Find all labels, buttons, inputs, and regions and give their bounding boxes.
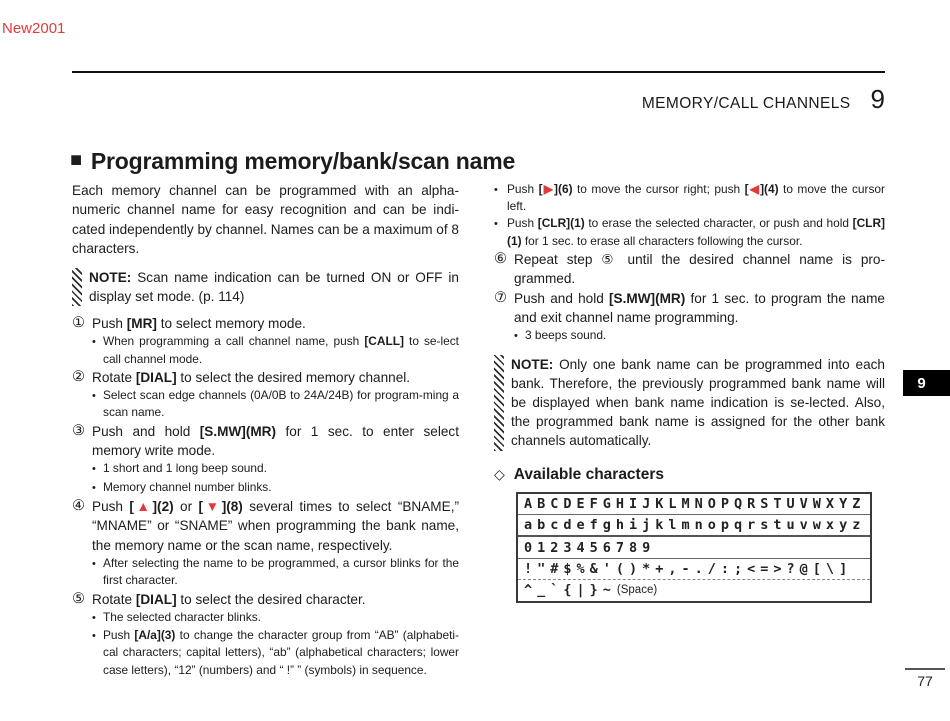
char-row-symbols-2-chars: ^_`{|}~ [524,582,616,599]
diamond-bullet-icon: ◇ [494,466,505,483]
step-2 [72,368,459,422]
step-3-text: Push and hold [S.MW](MR) for 1 sec. to enter select memory write mode. [92,423,459,459]
available-characters-title: Available characters [513,465,664,483]
chapter-header [642,84,885,115]
bullet-dot: • [92,630,96,643]
step-4-text: Push [▲](2) or [▼](8) several times to select “BNAME,” “MNAME” or “SNAME” when programming the bank name, the memory name or the scan name, respectively. [92,498,459,553]
step-5-bullet-4: • Push [CLR](1) to erase the selected character, or push and hold [CLR](1) for 1 sec. to erase all characters following the cursor. [494,215,885,249]
character-table [516,492,872,603]
chapter-title: MEMORY/CALL CHANNELS [641,95,851,112]
char-row-symbols-1: !"#$%&'()*+,-./:;<=>?@[\] [518,558,870,579]
bullet-dot: • [92,558,96,571]
section-title-text: Programming memory/bank/scan name [90,148,516,174]
char-row-uppercase: ABCDEFGHIJKLMNOPQRSTUVWXYZ [524,495,866,512]
hatch-bar-icon [72,268,82,306]
step-5-text: Rotate [DIAL] to select the desired character. [92,591,366,607]
step-1-text: Push [MR] to select memory mode. [92,316,306,332]
bullet-dot: • [494,218,498,231]
available-characters-heading [494,466,885,484]
bullet-dot: • [92,336,96,349]
hatch-bar-icon [494,355,504,451]
intro-paragraph: Each memory channel can be programmed with an alpha-numeric channel name for easy recognition and can be indi-cated independently by channel. Names can be a maximum of 8 characters. [72,183,459,257]
note-block-2 [494,355,885,451]
chapter-number: 9 [870,84,885,114]
step-6-number: ⑥ [494,250,507,267]
page-number: 77 [905,668,945,689]
step-4 [72,497,459,590]
step-4-bullet-1: • After selecting the name to be programmed, a cursor blinks for the first character. [92,555,459,589]
char-row-numbers: 0123456789 [518,535,870,557]
step-7-bullet-1: • 3 beeps sound. [514,327,885,345]
step-7-text: Push and hold [S.MW](MR) for 1 sec. to program the name and exit channel name programming. [514,290,885,326]
note-1-text: NOTE: Scan name indication can be turned ON or OFF in display set mode. (p. 114) [89,269,459,304]
step-7 [494,289,885,346]
bullet-dot: • [514,330,518,343]
header-rule [72,71,885,73]
step-3-bullet-2: • Memory channel number blinks. [92,479,459,497]
step-7-number: ⑦ [494,289,507,306]
right-column [494,181,885,603]
bullet-dot: • [92,390,96,403]
step-5-bullet-2: • Push [A/a](3) to change the character group from “AB” (alphabeti-cal characters; capital letters), “ab” (alphabetical characters; lower case letters), “12” (numbers) and “ !” ” (symbols) in sequence. [92,627,459,679]
step-5-bullet-1: • The selected character blinks. [92,609,459,627]
step-2-number: ② [72,368,85,385]
step-2-bullet-1: • Select scan edge channels (0A/0B to 24A/24B) for program-ming a scan name. [92,387,459,421]
space-label: (Space) [616,584,658,597]
step-5-number: ⑤ [72,590,85,607]
step-6 [494,250,885,289]
step-4-number: ④ [72,497,85,514]
note-block-1 [72,268,459,306]
step-5 [72,590,459,679]
step-1-bullet-1: • When programming a call channel name, push [CALL] to se-lect call channel mode. [92,333,459,367]
step-5-bullet-3: • Push [▶](6) to move the cursor right; push [◀](4) to move the cursor left. [494,181,885,215]
char-row-lowercase: abcdefghijklmnopqrstuvwxyz [518,514,870,535]
char-row-symbols-2 [518,579,870,600]
step-3 [72,422,459,497]
step-2-text: Rotate [DIAL] to select the desired memory channel. [92,369,411,385]
bullet-dot: • [92,463,96,476]
chapter-side-tab: 9 [903,370,950,396]
bullet-dot: • [92,611,96,624]
step-1-number: ① [72,315,85,332]
step-1 [72,314,459,368]
step-6-text: Repeat step ⑤ until the desired channel name is pro-grammed. [514,251,885,287]
bullet-dot: • [92,481,96,494]
step-3-bullet-1: • 1 short and 1 long beep sound. [92,460,459,478]
note-2-text: NOTE: Only one bank name can be programmed into each bank. Therefore, the previously programmed bank name will be displayed when bank name indication is se-lected. Also, the programmed bank name is assigned for the other bank channels automatically. [511,356,885,449]
square-bullet-icon: ■ [70,149,82,171]
step-3-number: ③ [72,422,85,439]
corner-revision-mark: New2001 [2,20,66,37]
left-column [72,181,459,679]
section-title [70,148,515,175]
bullet-dot: • [494,184,498,196]
